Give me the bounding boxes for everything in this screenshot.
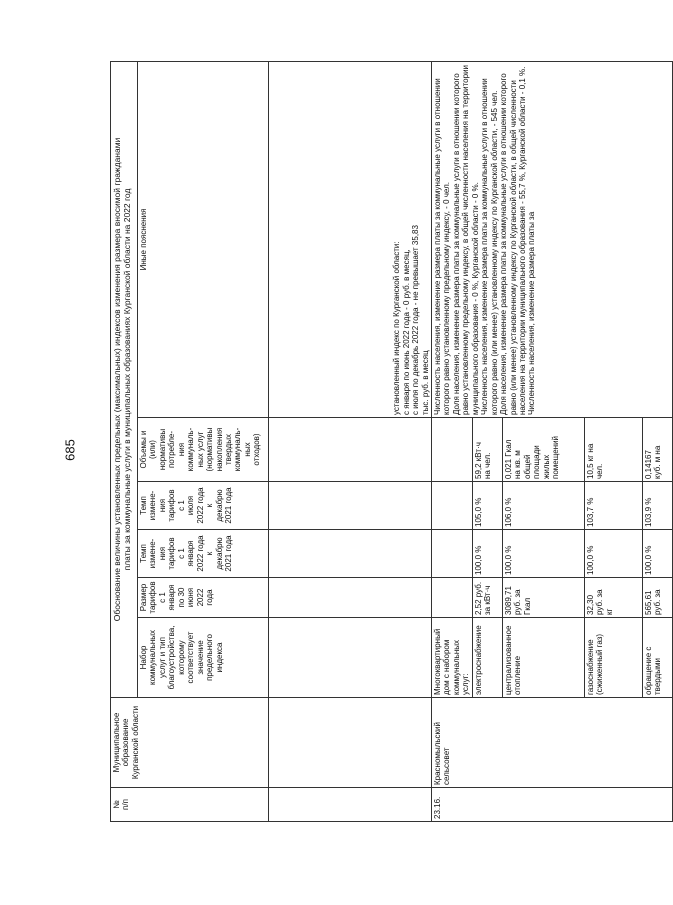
entry-notes: Численность населения, изменение размера платы за коммунальные услуги в отношении которого равно установленному предельному индексу, - 0 чел. Доля населения, изменение размера платы за коммунальные услуги в отношении которого равно установленному предельному индексу, в общей численности населения на территории муниципального образования - 0 %, Курганской области - 0 %. Численность населения, изменение размера платы за коммунальные услуги в отношении которого равно (или менее) установленному индексу по Курганской области, - 545 чел. Доля населения, изменение размера платы за коммунальные услуги в отношении которого равно (или менее) установленному индексу по Курганской области, в общей численности населения на территории муниципального образования - 55,7 %, Курганской области - 0,1 %. Численность населения, изменение размера платы за <box>432 61 673 417</box>
entry-number: 23.16. <box>432 788 673 822</box>
service-tariff: 565,61 руб. за <box>642 578 672 618</box>
header-tariff-size: Размер тарифов с 1 января по 30 июня 2022 года <box>138 578 269 618</box>
table-title: Обоснование величины установленных предельных (максимальных) индексов изменения размера вносимой гражданами платы за коммунальные услуги в муниципальных образованиях Курганской области на 2022 год <box>111 61 138 697</box>
empty-cell <box>432 530 473 578</box>
tariff-index-table <box>110 61 673 822</box>
service-rate-january: 100,0 % <box>472 530 502 578</box>
service-tariff: 3089,71 руб. за Гкал <box>502 578 584 618</box>
service-tariff: 2,52 руб. за кВт·ч <box>472 578 502 618</box>
header-volumes: Объемы и (или) нормативы потребле- ния коммуналь- ных услуг (нормативы накопления твердых коммуналь- ных отходов) <box>138 418 269 482</box>
service-rate-january: 100,0 % <box>502 530 584 578</box>
continuation-cell <box>269 530 432 578</box>
service-name: электроснабжение <box>472 618 502 698</box>
service-name: обращение с твердыми <box>642 618 672 698</box>
service-name: централизованное отопление <box>502 618 584 698</box>
continuation-cell <box>269 482 432 530</box>
empty-cell <box>432 418 473 482</box>
continuation-cell <box>269 618 432 698</box>
service-tariff: 32,30 руб. за кг <box>584 578 642 618</box>
service-volume: 59,2 кВт·ч на чел. <box>472 418 502 482</box>
continuation-cell <box>269 788 432 822</box>
service-name: газоснабжение (сжиженный газ) <box>584 618 642 698</box>
service-volume: 0,14167 куб. м на <box>642 418 672 482</box>
continuation-cell <box>269 578 432 618</box>
empty-cell <box>432 482 473 530</box>
service-volume: 0,021 Гкал на кв. м общей площади жилых помещений <box>502 418 584 482</box>
entry-municipality: Красномыльский сельсовет <box>432 698 673 788</box>
header-notes: Иные пояснения <box>138 61 269 417</box>
continuation-cell <box>269 698 432 788</box>
service-rate-january: 100,0 % <box>584 530 642 578</box>
continuation-cell <box>269 418 432 482</box>
service-rate-january: 100,0 % <box>642 530 672 578</box>
page-number: 685 <box>62 439 78 461</box>
header-service-set: Набор коммунальных услуг и тип благоустройства, которому соответствует значение предельного индекса <box>138 618 269 698</box>
service-rate-july: 106,0 % <box>502 482 584 530</box>
header-rate-july: Темп измене- ния тарифов с 1 июля 2022 года к декабрю 2021 года <box>138 482 269 530</box>
service-rate-july: 105,0 % <box>472 482 502 530</box>
header-rate-january: Темп измене- ния тарифов с 1 января 2022 года к декабрю 2021 года <box>138 530 269 578</box>
header-number: № п/п <box>111 788 269 822</box>
continuation-note: установленный индекс по Курганской области: с января по июнь 2022 года - 0 руб. в месяц, с июля по декабрь 2022 года - не превышает 35,83 тыс. руб. в месяц <box>269 61 432 417</box>
service-rate-july: 103,9 % <box>642 482 672 530</box>
empty-cell <box>432 578 473 618</box>
header-municipality: Муниципальное образование Курганской области <box>111 698 269 788</box>
rotated-table-container <box>110 62 663 822</box>
service-rate-july: 103,7 % <box>584 482 642 530</box>
service-volume: 10,5 кг на чел. <box>584 418 642 482</box>
entry-service-set-label: Многоквартирный дом с набором коммунальных услуг: <box>432 618 473 698</box>
